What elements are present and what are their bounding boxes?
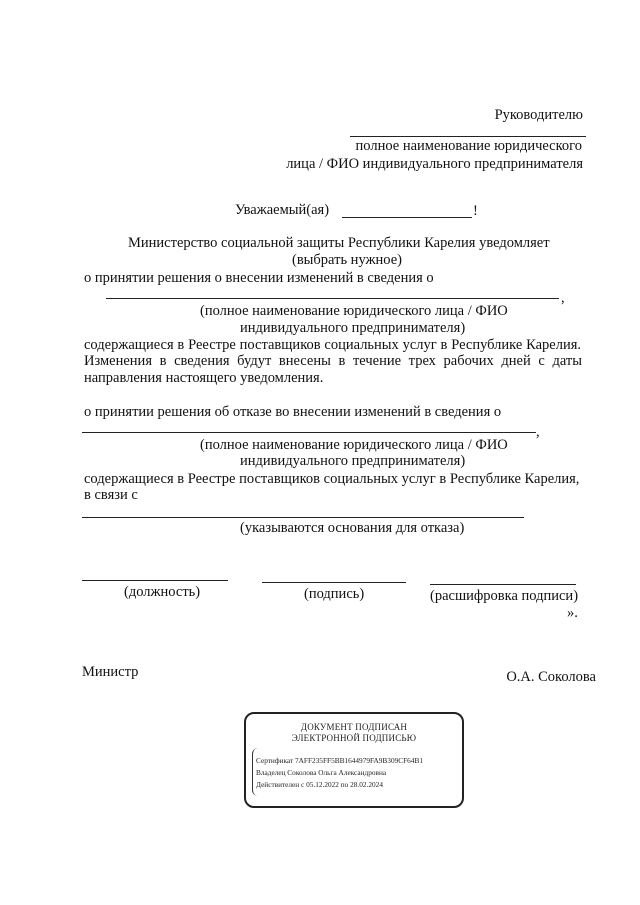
addressee-caption-line2: лица / ФИО индивидуального предпринимателя [286, 156, 583, 172]
stamp-header-line1: ДОКУМЕНТ ПОДПИСАН [300, 722, 408, 732]
intro-line1: Министерство социальной защиты Республики Карелия уведомляет [128, 235, 550, 251]
signatory-name: О.А. Соколова [506, 669, 596, 685]
change-name-line [106, 298, 559, 299]
decryption-line [430, 584, 576, 585]
change-comma: , [561, 290, 565, 306]
change-heading: о принятии решения о внесении изменений в сведения о [84, 270, 434, 286]
greeting-text: Уважаемый(ая) [235, 202, 330, 218]
trailing-quote: ». [567, 605, 578, 621]
intro-line2: (выбрать нужное) [292, 252, 402, 268]
addressee-name-line [350, 136, 586, 137]
signature-line [262, 582, 406, 583]
stamp-header [246, 722, 462, 744]
change-body-line2: Изменения в сведения будут внесены в течение трех рабочих дней с даты [84, 353, 582, 369]
stamp-owner: Владелец Соколова Ольга Александровна [256, 768, 387, 777]
refusal-comma: , [536, 424, 540, 440]
refusal-caption-line2: индивидуального предпринимателя) [240, 453, 466, 469]
refusal-caption-line1: (полное наименование юридического лица / ФИО [200, 437, 508, 453]
refusal-reason-caption: (указываются основания для отказа) [240, 520, 465, 536]
change-caption-line1: (полное наименование юридического лица / ФИО [200, 303, 508, 319]
signature-caption: (подпись) [304, 586, 365, 602]
addressee-title: Руководителю [494, 107, 583, 123]
greeting-name-line [342, 217, 472, 218]
change-body-line3: направления настоящего уведомления. [84, 370, 324, 386]
greeting-exclamation: ! [473, 203, 478, 219]
refusal-heading: о принятии решения об отказе во внесении изменений в сведения о [84, 404, 502, 420]
stamp-header-line2: ЭЛЕКТРОННОЙ ПОДПИСЬЮ [291, 733, 417, 743]
refusal-body-line1: содержащиеся в Реестре поставщиков социальных услуг в Республике Карелия, [84, 471, 580, 487]
change-caption-line2: индивидуального предпринимателя) [240, 320, 466, 336]
refusal-reason-line [82, 517, 524, 518]
decryption-caption: (расшифровка подписи) [430, 588, 579, 604]
stamp-validity: Действителен с 05.12.2022 по 28.02.2024 [256, 780, 383, 789]
position-caption: (должность) [124, 584, 201, 600]
change-body-line1: содержащиеся в Реестре поставщиков социальных услуг в Республике Карелия. [84, 337, 581, 353]
refusal-name-line [82, 432, 536, 433]
e-signature-stamp [244, 712, 464, 808]
signatory-title: Министр [82, 664, 139, 680]
position-line [82, 580, 228, 581]
stamp-certificate: Сертификат 7AFF235FF5BB1644979FA9B309CF64B1 [256, 756, 423, 765]
refusal-body-line2: в связи с [84, 487, 138, 503]
addressee-caption-line1: полное наименование юридического [355, 138, 582, 154]
